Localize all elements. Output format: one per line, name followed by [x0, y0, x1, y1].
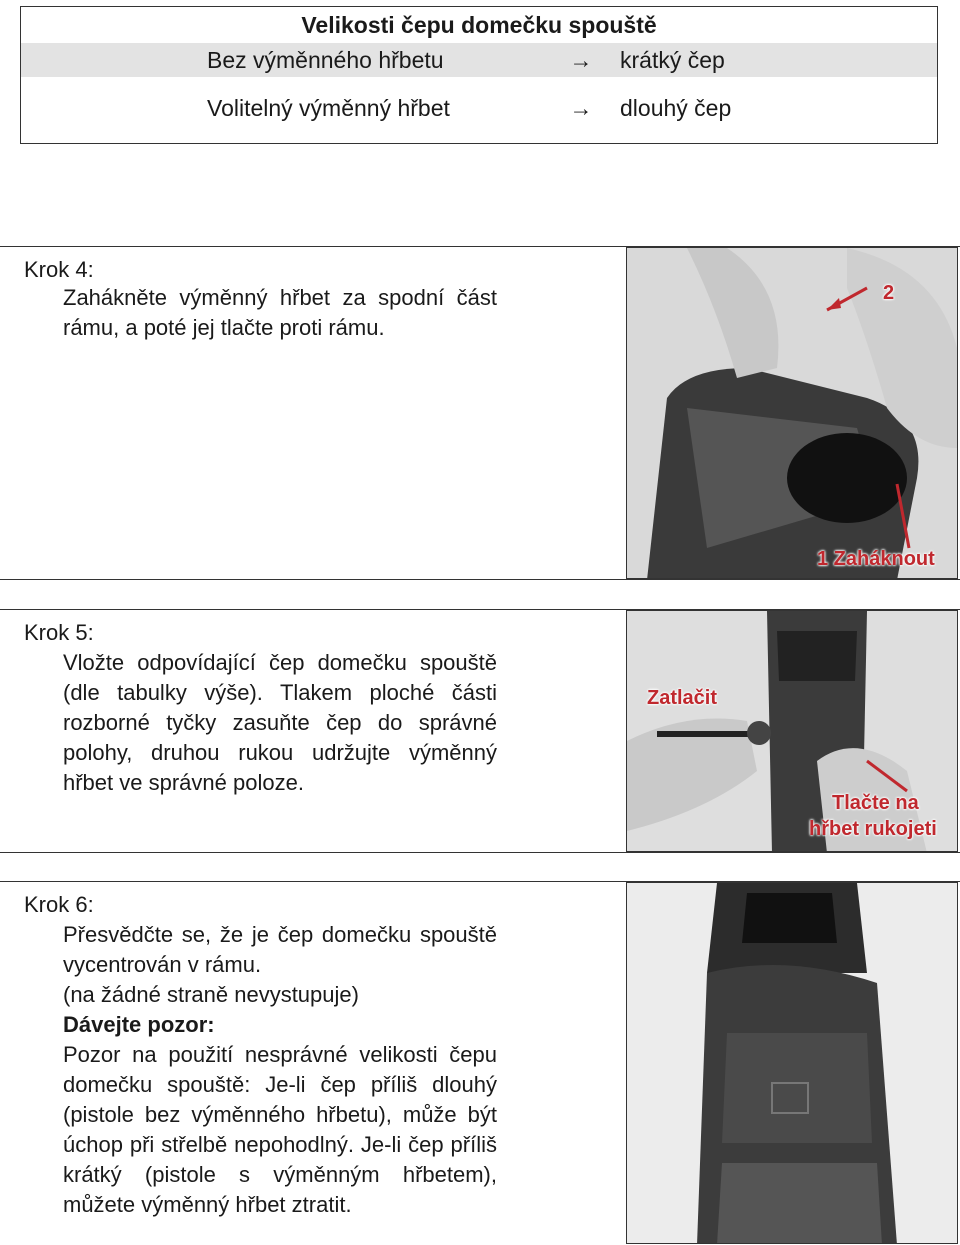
pistol-grip-illustration: [627, 883, 958, 1244]
pin-size-table: [20, 6, 938, 144]
callout-2: 2: [883, 282, 895, 304]
step-4-photo: [626, 247, 958, 579]
step-text: Vložte odpovídající čep domečku spouště (dle tabulky výše). Tlakem ploché části rozborné tyčky zasuňte čep do správné polohy, druhou rukou udržujte výměnný hřbet ve správné poloze.: [63, 650, 497, 795]
warning-title: Dávejte pozor:: [63, 1012, 215, 1037]
step-4-section: [0, 246, 960, 580]
step-label: Krok 5:: [24, 620, 94, 645]
arrow-icon: →: [569, 47, 593, 73]
step-5-photo: [626, 610, 958, 852]
grip-hook-illustration: [627, 248, 958, 579]
row-condition: Volitelný výměnný hřbet: [207, 95, 450, 121]
step-text: Přesvědčte se, že je čep domečku spouště vycentrován v rámu. (na žádné straně nevystupuje) Dávejte pozor: Pozor na použití nesprávné velikosti čepu domečku spouště: Je-li čep příliš dlouhý (pistole bez výměnného hřbetu), může být úchop při střelbě nepohodlný. Je-li čep příliš krátký (pistole s výměnným hřbetem), můžete výměnný hřbet ztratit.: [63, 920, 497, 1220]
callout-hrbet-rukojeti: hřbet rukojeti: [809, 818, 937, 840]
step-6-section: [0, 881, 960, 1245]
callout-tlacte-na: Tlačte na: [832, 792, 919, 814]
step-5-section: [0, 609, 960, 853]
callout-zahaknout: 1 Zaháknout: [817, 548, 935, 570]
warning-text: Pozor na použití nesprávné velikosti čepu domečku spouště: Je-li čep příliš dlouhý (pistole bez výměnného hřbetu), může být úchop při střelbě nepohodlný. Je-li čep příliš krátký (pistole s výměnným hřbetem), můžete výměnný hřbet ztratit.: [63, 1042, 497, 1217]
table-row: [21, 43, 937, 77]
step-6-photo: [626, 882, 958, 1244]
step-label: Krok 6:: [24, 892, 94, 917]
row-condition: Bez výměnného hřbetu: [207, 47, 444, 73]
callout-zatlacit: Zatlačit: [647, 687, 718, 709]
arrow-icon: →: [569, 95, 593, 121]
pin-insert-illustration: [627, 611, 958, 852]
row-result: dlouhý čep: [620, 95, 732, 121]
row-result: krátký čep: [620, 47, 725, 73]
table-title: Velikosti čepu domečku spouště: [301, 12, 657, 38]
step-text: Zahákněte výměnný hřbet za spodní část rámu, a poté jej tlačte proti rámu.: [63, 285, 497, 340]
step-label: Krok 4:: [24, 257, 94, 282]
table-row: [21, 91, 937, 125]
